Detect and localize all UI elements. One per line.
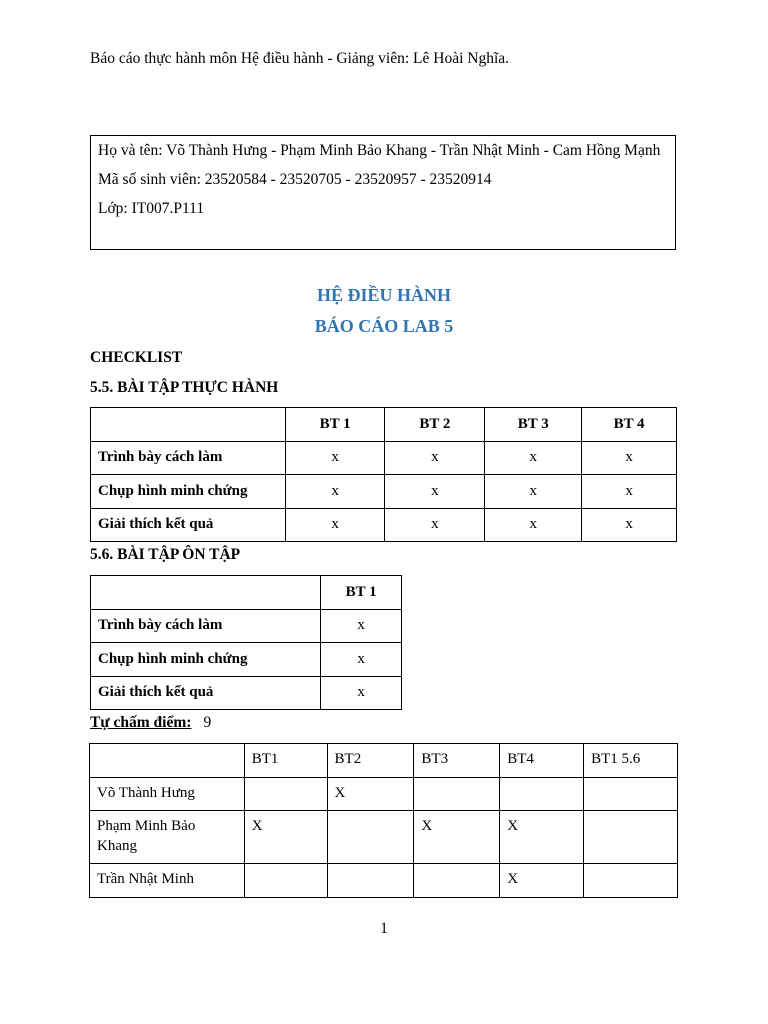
check-cell: x bbox=[321, 643, 402, 677]
report-header: Báo cáo thực hành môn Hệ điều hành - Giảng viên: Lê Hoài Nghĩa. bbox=[90, 50, 510, 67]
header-cell: BT 4 bbox=[582, 408, 677, 442]
header-cell: BT 1 bbox=[285, 408, 385, 442]
header-cell: BT 1 bbox=[321, 576, 402, 610]
checklist-table-56 bbox=[90, 575, 402, 710]
check-cell: x bbox=[485, 441, 582, 475]
grading-table bbox=[89, 743, 678, 898]
row-label: Giải thích kết quả bbox=[91, 676, 321, 710]
grade-cell bbox=[244, 778, 327, 811]
check-cell: x bbox=[582, 441, 677, 475]
check-cell: x bbox=[321, 609, 402, 643]
header-cell: BT 2 bbox=[385, 408, 485, 442]
student-names: Họ và tên: Võ Thành Hưng - Phạm Minh Bảo Khang - Trần Nhật Minh - Cam Hồng Mạnh bbox=[98, 142, 661, 159]
student-info-box bbox=[90, 135, 676, 250]
grade-cell bbox=[584, 811, 678, 864]
header-cell: BT3 bbox=[414, 744, 500, 778]
check-cell: x bbox=[385, 441, 485, 475]
check-cell: x bbox=[485, 508, 582, 542]
member-name: Phạm Minh Bảo Khang bbox=[90, 811, 245, 864]
header-cell bbox=[91, 576, 321, 610]
checklist-table-55 bbox=[90, 407, 677, 542]
self-grade bbox=[90, 714, 211, 732]
check-cell: x bbox=[321, 676, 402, 710]
grade-cell bbox=[414, 778, 500, 811]
checklist-heading: CHECKLIST bbox=[90, 349, 183, 366]
check-cell: x bbox=[285, 508, 385, 542]
table-row bbox=[91, 475, 677, 509]
table-header-row bbox=[91, 408, 677, 442]
page-number: 1 bbox=[380, 920, 388, 937]
grade-cell bbox=[584, 864, 678, 898]
table-row bbox=[91, 441, 677, 475]
grade-cell bbox=[584, 778, 678, 811]
table-row bbox=[90, 778, 678, 811]
member-name: Võ Thành Hưng bbox=[90, 778, 245, 811]
grade-cell: X bbox=[500, 864, 584, 898]
table-header-row bbox=[91, 576, 402, 610]
self-grade-label: Tự chấm điểm: bbox=[90, 714, 192, 731]
table-row bbox=[91, 676, 402, 710]
table-header-row bbox=[90, 744, 678, 778]
header-cell: BT2 bbox=[327, 744, 414, 778]
grade-cell: X bbox=[244, 811, 327, 864]
course-title: HỆ ĐIỀU HÀNH bbox=[316, 285, 451, 305]
grade-cell: X bbox=[327, 778, 414, 811]
grade-cell bbox=[327, 811, 414, 864]
table-row bbox=[91, 508, 677, 542]
check-cell: x bbox=[385, 508, 485, 542]
check-cell: x bbox=[582, 475, 677, 509]
check-cell: x bbox=[385, 475, 485, 509]
grade-cell: X bbox=[500, 811, 584, 864]
self-grade-value: 9 bbox=[203, 714, 212, 731]
grade-cell bbox=[327, 864, 414, 898]
member-name: Trần Nhật Minh bbox=[90, 864, 245, 898]
student-ids: Mã số sinh viên: 23520584 - 23520705 - 23520957 - 23520914 bbox=[98, 171, 492, 188]
header-cell bbox=[91, 408, 286, 442]
grade-cell bbox=[244, 864, 327, 898]
report-title: BÁO CÁO LAB 5 bbox=[314, 316, 454, 336]
row-label: Giải thích kết quả bbox=[91, 508, 286, 542]
check-cell: x bbox=[285, 475, 385, 509]
row-label: Trình bày cách làm bbox=[91, 441, 286, 475]
check-cell: x bbox=[485, 475, 582, 509]
table-row bbox=[91, 643, 402, 677]
row-label: Chụp hình minh chứng bbox=[91, 475, 286, 509]
grade-cell bbox=[500, 778, 584, 811]
grade-cell: X bbox=[414, 811, 500, 864]
header-cell: BT1 bbox=[244, 744, 327, 778]
check-cell: x bbox=[285, 441, 385, 475]
table-row bbox=[90, 811, 678, 864]
header-cell: BT 3 bbox=[485, 408, 582, 442]
row-label: Chụp hình minh chứng bbox=[91, 643, 321, 677]
header-cell bbox=[90, 744, 245, 778]
section-55-heading: 5.5. BÀI TẬP THỰC HÀNH bbox=[90, 379, 279, 396]
table-row bbox=[90, 864, 678, 898]
grade-cell bbox=[414, 864, 500, 898]
section-56-heading: 5.6. BÀI TẬP ÔN TẬP bbox=[90, 546, 241, 563]
header-cell: BT4 bbox=[500, 744, 584, 778]
table-row bbox=[91, 609, 402, 643]
row-label: Trình bày cách làm bbox=[91, 609, 321, 643]
header-cell: BT1 5.6 bbox=[584, 744, 678, 778]
class-code: Lớp: IT007.P111 bbox=[98, 200, 205, 217]
check-cell: x bbox=[582, 508, 677, 542]
